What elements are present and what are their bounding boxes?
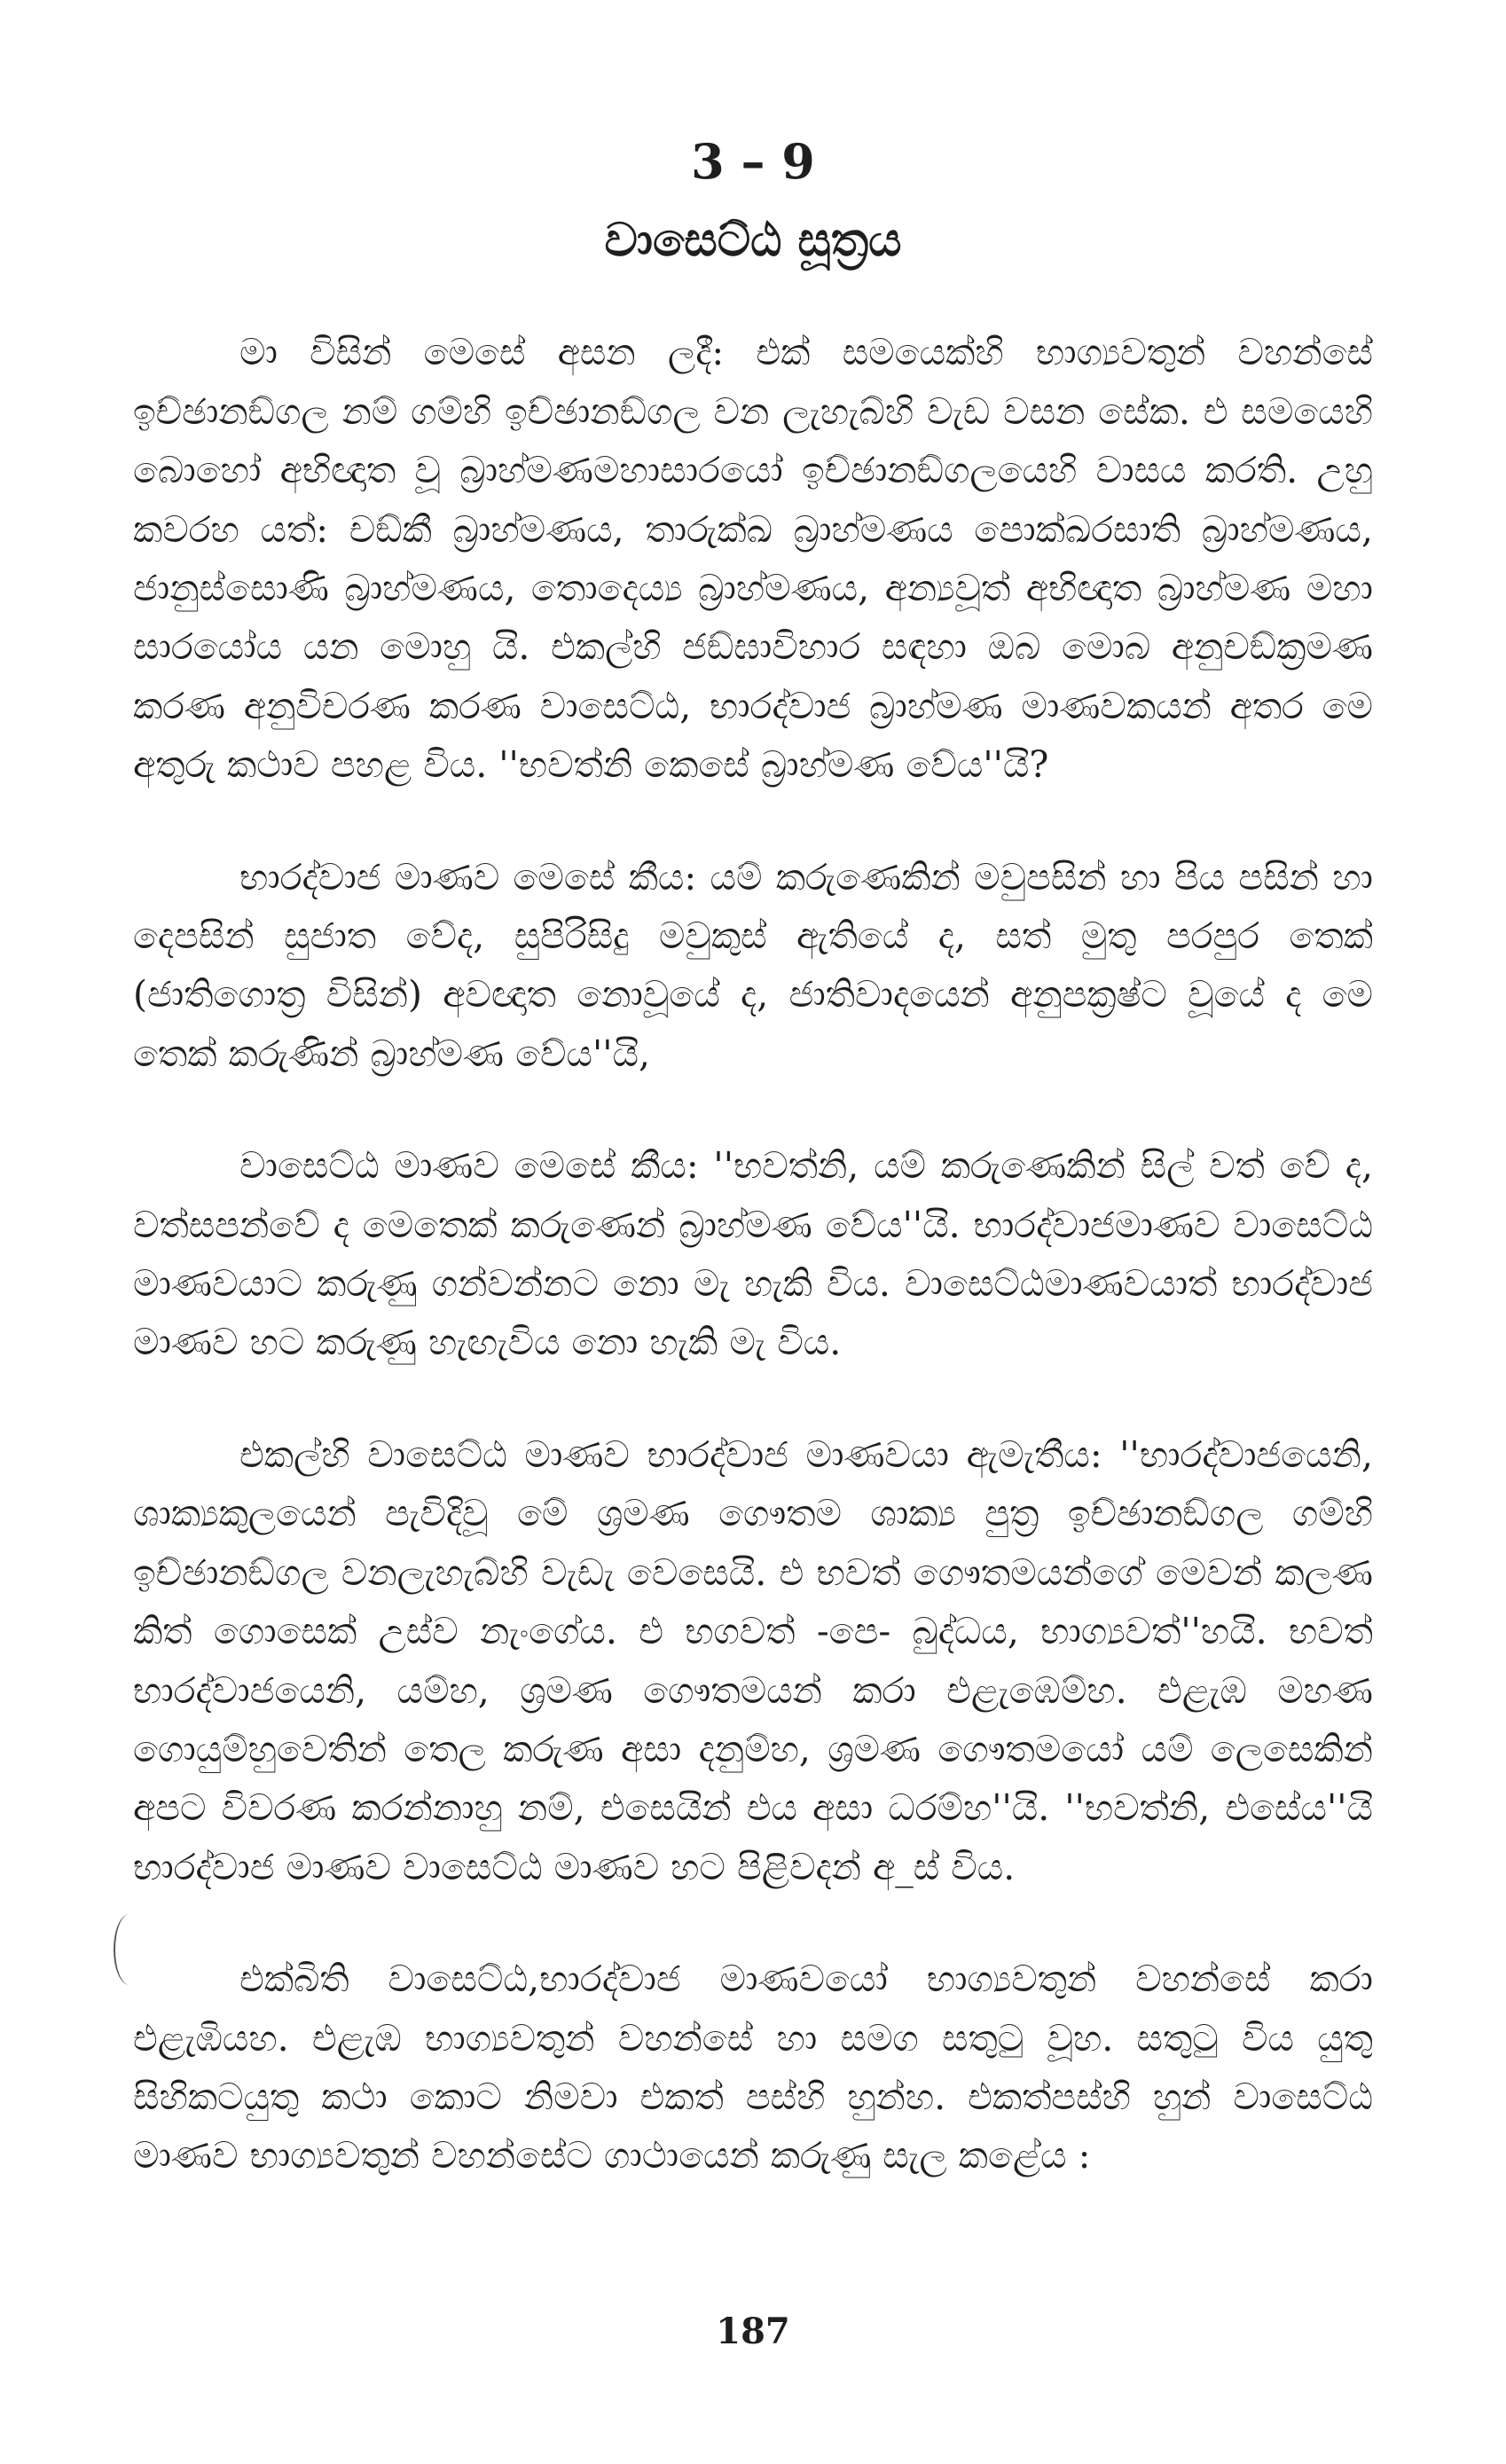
paragraph-visit: එක්බිති වාසෙට්ඨ,භාරද්වාජ මාණවයෝ භාග්‍යවතුන් වහන්සේ කරා එළැඹියහ. එළැඹ භාග්‍යවතුන් වහන්සේ හා සමග සතුටු වූහ. සතුටු විය යුතු සිහිකටයුතු කථා කොට නිමවා එකත් පස්හි හුන්හ. එකත්පස්හි හුන් වාසෙට්ඨ මාණව භාග්‍යවතුන් වහන්සේට ගාථායෙන් කරුණු සැල කළේය : xyxy=(133,1958,1373,2178)
paragraph-approach: එකල්හි වාසෙට්ඨ මාණව භාරද්වාජ මාණවයා ඇමැතීය: ''භාරද්වාජයෙනි, ශාක්‍යකුලයෙන් පැවිදිවූ මේ ශ්‍රමණ ගෞතම ශාක්‍ය පුත්‍ර ඉච්ඡානඞ්ගල ගම්හි ඉච්ඡානඞ්ගල වනලැහැබ්හි වැඩැ වෙසෙයි. එ භවත් ගෞතමයන්ගේ මෙවන් කලණ කිත් ගොසෙක් උස්ව නැංගේය. එ භගවත් -පෙ- බුද්ධය, භාග්‍යවත්''හයි. භවත් භාරද්වාජයෙනි, යම්හ, ශ්‍රමණ ගෞතමයන් කරා එළැඹෙම්හ. එළැඹ මහණ ගොයුම්හුවෙතින් තෙල කරුණ අසා දනුම්හ, ශ්‍රමණ ගෞතමයෝ යම් ලෙසෙකින් අපට විවරණ කරන්නාහු නම්, එසෙයින් එය අසා ධරම්හ''යි. ''භවත්නි, එසේය''යි භාරද්වාජ මාණව වාසෙට්ඨ මාණව හට පිළිවදන් අ_ස් විය. xyxy=(133,1432,1373,1888)
sutta-title: වාසෙට්ඨ සූත්‍රය xyxy=(604,212,902,267)
page-number: 187 xyxy=(716,2311,790,2352)
paragraph-vasettha: වාසෙට්ඨ මාණව මෙසේ කීය: ''භවත්නි, යම් කරුණෙකින් සිල් වත් වේ ද, වත්සපන්වේ ද මෙතෙක් කරුණෙන් බ්‍රාහ්මණ වේය''යි. භාරද්වාජමාණව වාසෙට්ඨ මාණවයාට කරුණු ගන්වන්නට නො මැ හැකි විය. වාසෙට්ඨමාණවයාත් භාරද්වාජ මාණව හට කරුණු හැඟැවිය නො හැකි මැ විය. xyxy=(133,1144,1373,1364)
chapter-number: 3 – 9 xyxy=(691,133,815,190)
paragraph-bharadvaja: භාරද්වාජ මාණව මෙසේ කීය: යම් කරුණෙකින් මවුපසින් හා පිය පසින් හා දෙපසින් සුජාත වේද, සුපිරිසිදු මවුකුස් ඇතියේ ද, සත් මුතු පරපුර තෙක් (ජාතිගොත්‍ර විසින්) අවඥාත නොවූයේ ද, ජාතිවාදයෙන් අනුපක්‍රෂ්ට වූයේ ද මෙ තෙක් කරුණින් බ්‍රාහ්මණ වේය''යි, xyxy=(133,855,1373,1075)
body-text xyxy=(133,323,1373,2185)
paragraph-intro: මා විසින් මෙසේ අසන ලදී: එක් සමයෙක්හි භාග්‍යවතුන් වහන්සේ ඉච්ඡානඞ්ගල නම් ගම්හි ඉච්ඡානඞ්ගල වන ලැහැබ්හි වැඩ වසන සේක. එ සමයෙහි බොහෝ අභිඥාත වූ බ්‍රාහ්මණමහාසාරයෝ ඉච්ඡානඞ්ගලයෙහි වාසය කරති. උහු කවරහ යත්: චඞ්කී බ්‍රාහ්මණය, තාරුක්ඛ බ්‍රාහ්මණය පොක්ඛරසාති බ්‍රාහ්මණය, ජානුස්සොණි බ්‍රාහ්මණය, තොදෙය්‍ය බ්‍රාහ්මණය, අන්‍යවූත් අභිඥාත බ්‍රාහ්මණ මහා සාරයෝය යන මොහු යි. එකල්හි ජඞ්ඝාවිහාර සඳහා ඔබ මොබ අනුචඞ්ක්‍රමණ කරණ අනුවිචරණ කරණ වාසෙට්ඨ, භාරද්වාජ බ්‍රාහ්මණ මාණවකයන් අතර මෙ අතුරු කථාව පහළ විය. ''භවත්නි කෙසේ බ්‍රාහ්මණ වේය''යි? xyxy=(133,331,1373,787)
